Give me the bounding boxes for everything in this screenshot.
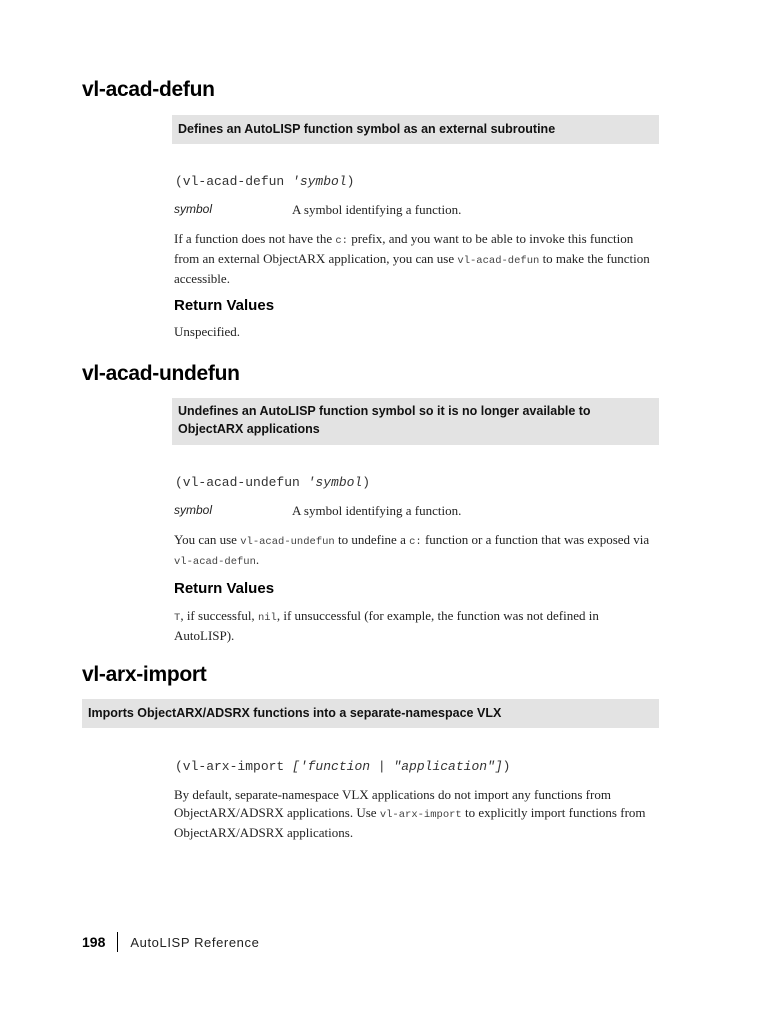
description-paragraph: You can use vl-acad-undefun to undefine a c: function or a function that was exposed via vl-acad-defun.: [174, 532, 650, 568]
return-values-text: Unspecified.: [174, 324, 241, 339]
syntax-line: (vl-acad-defun 'symbol): [175, 174, 355, 189]
function-summary-banner: Imports ObjectARX/ADSRX functions into a separate-namespace VLX: [82, 699, 659, 728]
section-heading-vl-arx-import: vl-arx-import: [82, 663, 207, 686]
book-title: AutoLISP Reference: [130, 934, 260, 950]
syntax-line: (vl-acad-undefun 'symbol): [175, 475, 371, 490]
return-values-text: T, if successful, nil, if unsuccessful (for example, the function was not defined in AutoLISP).: [174, 608, 599, 643]
argument-name: symbol: [174, 202, 213, 216]
section-heading-vl-acad-undefun: vl-acad-undefun: [82, 362, 240, 385]
argument-description: A symbol identifying a function.: [292, 202, 462, 217]
return-values-heading: Return Values: [174, 297, 275, 314]
description-paragraph: By default, separate-namespace VLX applications do not import any functions from ObjectARX/ADSRX applications. Use vl-arx-import to explicitly import functions from ObjectARX/ADSRX applications.: [174, 787, 646, 840]
argument-description: A symbol identifying a function.: [292, 503, 462, 518]
section-heading-vl-acad-defun: vl-acad-defun: [82, 78, 215, 101]
footer-divider: [117, 932, 118, 952]
page-footer: [82, 932, 259, 952]
argument-name: symbol: [174, 503, 213, 517]
function-summary-banner: Undefines an AutoLISP function symbol so it is no longer available to ObjectARX applications: [172, 398, 659, 445]
description-paragraph: If a function does not have the c: prefix, and you want to be able to invoke this function from an external ObjectARX application, you can use vl-acad-defun to make the function accessible.: [174, 231, 650, 286]
function-summary-banner: Defines an AutoLISP function symbol as an external subroutine: [172, 115, 659, 144]
page-number: 198: [82, 934, 106, 950]
return-values-heading: Return Values: [174, 580, 275, 597]
syntax-line: (vl-arx-import ['function | "application"]): [175, 759, 511, 774]
